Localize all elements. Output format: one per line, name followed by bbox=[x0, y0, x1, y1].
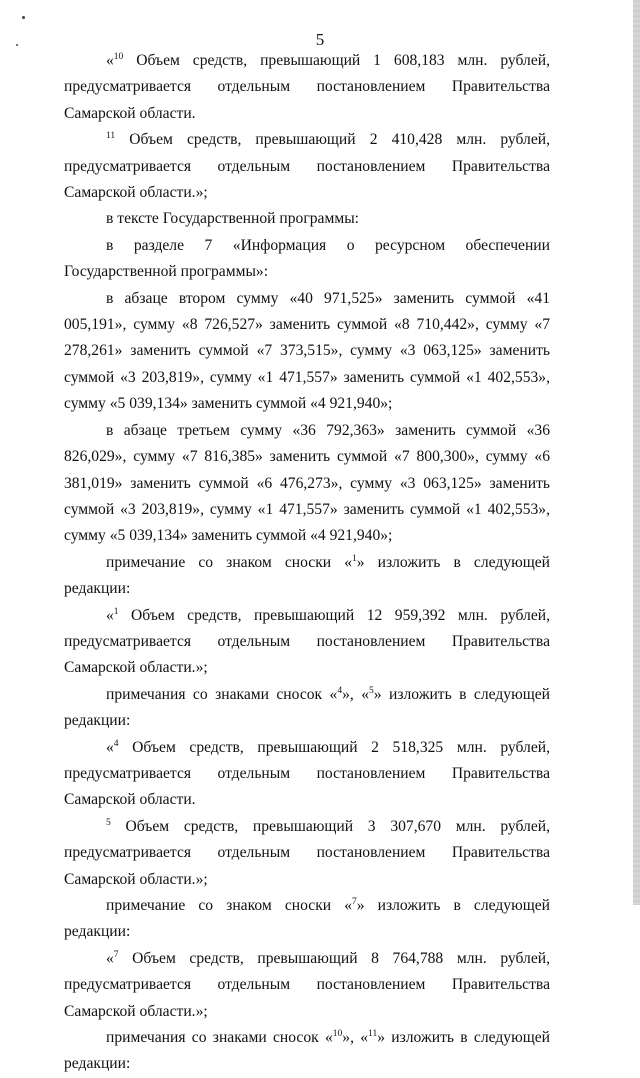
paragraph-text: Объем средств, превышающий 3 307,670 млн. рублей, предусматривается отдельным постановлением Правительства Самарской области.»; bbox=[64, 817, 550, 888]
scan-edge-artifact bbox=[633, 0, 640, 905]
footnote-marker: 10 bbox=[113, 52, 124, 62]
document-body bbox=[64, 48, 550, 1078]
paragraph-text: Объем средств, превышающий 8 764,788 млн. рублей, предусматривается отдельным постановлением Правительства Самарской области.»; bbox=[64, 949, 550, 1020]
paragraph-text: в абзаце третьем сумму «36 792,363» заменить суммой «36 826,029», сумму «7 816,385» заменить суммой «7 800,300», сумму «6 381,019» заменить суммой «6 476,273», сумму «3 063,125» заменить суммой «3 203,819», сумму «1 471,557» заменить суммой «1 402,553», сумму «5 039,134» заменить суммой «4 921,940»; bbox=[64, 421, 550, 545]
footnote-marker: 7 bbox=[113, 949, 119, 960]
paragraph-text: Объем средств, превышающий 2 410,428 млн. рублей, предусматривается отдельным постановлением Правительства Самарской области.»; bbox=[64, 131, 550, 202]
paragraph bbox=[64, 682, 550, 735]
footnote-marker: 10 bbox=[332, 1029, 343, 1040]
paragraph bbox=[64, 893, 550, 946]
paragraph-text: Объем средств, превышающий 12 959,392 млн. рублей, предусматривается отдельным постановлением Правительства Самарской области.»; bbox=[64, 606, 550, 677]
paragraph-text: » изложить в следующей редакции: bbox=[64, 897, 551, 941]
paragraph-text: » изложить в следующей редакции: bbox=[64, 1029, 550, 1073]
paragraph bbox=[64, 286, 550, 418]
paragraph-text: « bbox=[106, 52, 114, 69]
paragraph bbox=[64, 206, 550, 232]
paragraph bbox=[64, 814, 550, 893]
footnote-marker: 1 bbox=[113, 606, 119, 617]
paragraph bbox=[64, 418, 550, 550]
paragraph-text: Объем средств, превышающий 1 608,183 млн. рублей, предусматривается отдельным постановлением Правительства Самарской области. bbox=[64, 52, 550, 122]
paragraph bbox=[64, 233, 550, 286]
footnote-marker: 5 bbox=[369, 685, 374, 696]
footnote-marker: 4 bbox=[113, 738, 119, 749]
paragraph-text: « bbox=[106, 738, 114, 756]
paragraph-text: в разделе 7 «Информация о ресурсном обеспечении Государственной программы»: bbox=[64, 236, 550, 281]
scan-speck bbox=[22, 16, 25, 19]
paragraph-text: » изложить в следующей редакции: bbox=[64, 553, 551, 598]
scan-speck bbox=[16, 44, 18, 46]
paragraph-text: », « bbox=[342, 1029, 369, 1047]
paragraph-text: примечание со знаком сноски « bbox=[106, 553, 353, 571]
paragraph bbox=[64, 735, 550, 814]
paragraph-text: примечание со знаком сноски « bbox=[106, 897, 353, 914]
paragraph bbox=[64, 48, 550, 127]
footnote-marker: 7 bbox=[352, 897, 357, 907]
footnote-marker: 11 bbox=[368, 1029, 378, 1040]
paragraph bbox=[64, 550, 550, 603]
paragraph-text: » изложить в следующей редакции: bbox=[64, 685, 551, 730]
paragraph-text: « bbox=[106, 606, 114, 624]
footnote-marker: 4 bbox=[337, 685, 343, 696]
paragraph bbox=[64, 127, 550, 206]
footnote-marker: 1 bbox=[352, 553, 357, 564]
paragraph-text: в абзаце втором сумму «40 971,525» заменить суммой «41 005,191», сумму «8 726,527» заменить суммой «8 710,442», сумму «7 278,261» заменить суммой «7 373,515», сумму «3 063,125» заменить суммой «3 203,819», сумму «1 471,557» заменить суммой «1 402,553», сумму «5 039,134» заменить суммой «4 921,940»; bbox=[64, 289, 550, 413]
footnote-marker: 5 bbox=[106, 817, 111, 828]
paragraph-text: « bbox=[106, 949, 114, 967]
paragraph-text: », « bbox=[342, 685, 370, 703]
page-number: 5 bbox=[315, 30, 325, 49]
paragraph-text: примечания со знаками сносок « bbox=[106, 685, 338, 703]
footnote-marker: 11 bbox=[106, 131, 116, 142]
paragraph bbox=[64, 946, 550, 1025]
paragraph-text: в тексте Государственной программы: bbox=[106, 210, 360, 228]
paragraph bbox=[64, 603, 550, 682]
paragraph-text: примечания со знаками сносок « bbox=[106, 1029, 333, 1047]
paragraph bbox=[64, 1025, 550, 1078]
paragraph-text: Объем средств, превышающий 2 518,325 млн. рублей, предусматривается отдельным постановлением Правительства Самарской области. bbox=[64, 738, 550, 809]
